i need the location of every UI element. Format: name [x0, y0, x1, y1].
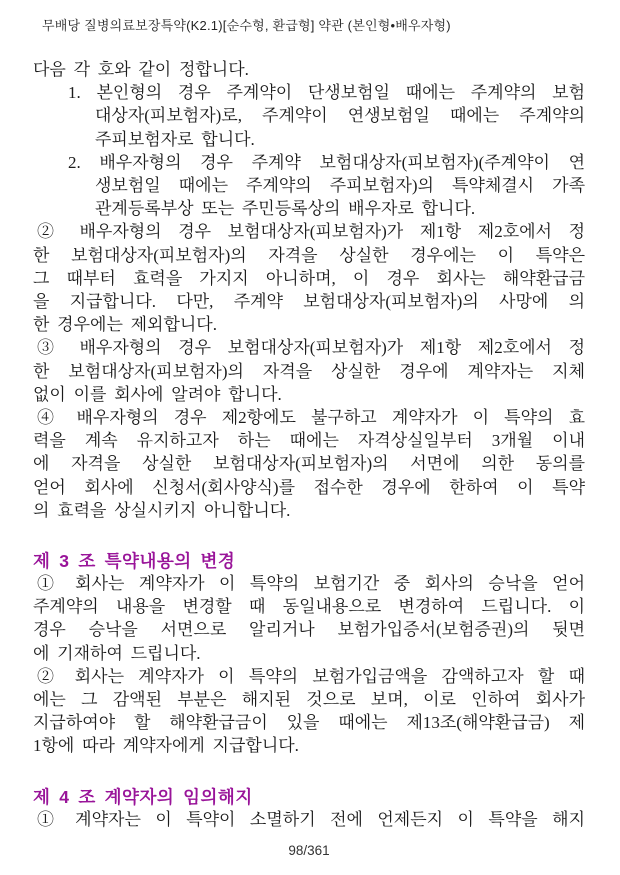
text-line: 한 경우에는 제외합니다.: [33, 315, 217, 335]
text-line: 1. 본인형의 경우 주계약이 단생보험일 때에는 주계약의 보험: [68, 83, 585, 103]
text-line: 에 자격을 상실한 보험대상자(피보험자)의 서면에 의한 동의를: [33, 454, 585, 474]
clause-paragraph-3: [33, 336, 585, 406]
doc-header: [0, 0, 620, 33]
document-content: [33, 58, 585, 862]
text-line: 그 때부터 효력을 가지지 아니하며, 이 경우 회사는 해약환급금: [33, 268, 585, 288]
article-4-heading: 제 4 조 계약자의 임의해지: [33, 786, 253, 807]
text-line: 대상자(피보험자)로, 주계약이 연생보험일 때에는 주계약의: [95, 106, 585, 126]
text-line: 력을 계속 유지하고자 하는 때에는 자격상실일부터 3개월 이내: [33, 431, 585, 451]
text-line: 주피보험자로 합니다.: [95, 129, 255, 149]
text-line: 관계등록부상 또는 주민등록상의 배우자로 합니다.: [95, 199, 476, 219]
page-number: 98/361: [288, 842, 330, 858]
text-line: 경우 승낙을 서면으로 알리거나 보험가입증서(보험증권)의 뒷면: [33, 620, 585, 640]
text-line: 에 기재하여 드립니다.: [33, 643, 201, 663]
article-3-heading: 제 3 조 특약내용의 변경: [33, 551, 236, 572]
list-item-1: [33, 81, 585, 151]
text-line: ① 계약자는 이 특약이 소멸하기 전에 언제든지 이 특약을 해지: [37, 809, 585, 829]
intro-paragraph: [33, 58, 585, 81]
text-line: 없이 이를 회사에 알려야 합니다.: [33, 384, 282, 404]
text-line: ② 배우자형의 경우 보험대상자(피보험자)가 제1항 제2호에서 정: [37, 222, 585, 242]
clause-paragraph-2: [33, 220, 585, 336]
article-3-paragraph-2: [33, 665, 585, 758]
text-line: 의 효력을 상실시키지 아니합니다.: [33, 500, 291, 520]
doc-header-title: 무배당 질병의료보장특약(K2.1)[순수형, 환급형] 약관 (본인형•배우자형): [42, 18, 451, 33]
text-line: 한 보험대상자(피보험자)의 자격을 상실한 경우에는 이 특약은: [33, 245, 585, 265]
text-line: ③ 배우자형의 경우 보험대상자(피보험자)가 제1항 제2호에서 정: [37, 338, 585, 358]
text-line: ② 회사는 계약자가 이 특약의 보험가입금액을 감액하고자 할 때: [37, 666, 585, 686]
page-footer: [33, 839, 585, 862]
text-line: 1항에 따라 계약자에게 지급합니다.: [33, 736, 299, 756]
text-line: ④ 배우자형의 경우 제2항에도 불구하고 계약자가 이 특약의 효: [37, 408, 585, 428]
list-item-2: [33, 151, 585, 221]
text-line: ① 회사는 계약자가 이 특약의 보험기간 중 회사의 승낙을 얻어: [37, 574, 585, 594]
text-line: 생보험일 때에는 주계약의 주피보험자)의 특약체결시 가족: [95, 176, 585, 196]
text-line: 한 보험대상자(피보험자)의 자격을 상실한 경우에 계약자는 지체: [33, 361, 585, 381]
text-line: 주계약의 내용을 변경할 때 동일내용으로 변경하여 드립니다. 이: [33, 597, 585, 617]
clause-paragraph-4: [33, 406, 585, 522]
article-4-paragraph-1: [33, 808, 585, 831]
text-line: 을 지급합니다. 다만, 주계약 보험대상자(피보험자)의 사망에 의: [33, 292, 585, 312]
article-3-paragraph-1: [33, 572, 585, 665]
text-line: 다음 각 호와 같이 정합니다.: [33, 60, 249, 79]
text-line: 2. 배우자형의 경우 주계약 보험대상자(피보험자)(주계약이 연: [68, 152, 585, 172]
text-line: 얻어 회사에 신청서(회사양식)를 접수한 경우에 한하여 이 특약: [33, 477, 585, 497]
text-line: 지급하여야 할 해약환급금이 있을 때에는 제13조(해약환급금) 제: [33, 713, 585, 733]
text-line: 에는 그 감액된 부분은 해지된 것으로 보며, 이로 인하여 회사가: [33, 690, 585, 710]
